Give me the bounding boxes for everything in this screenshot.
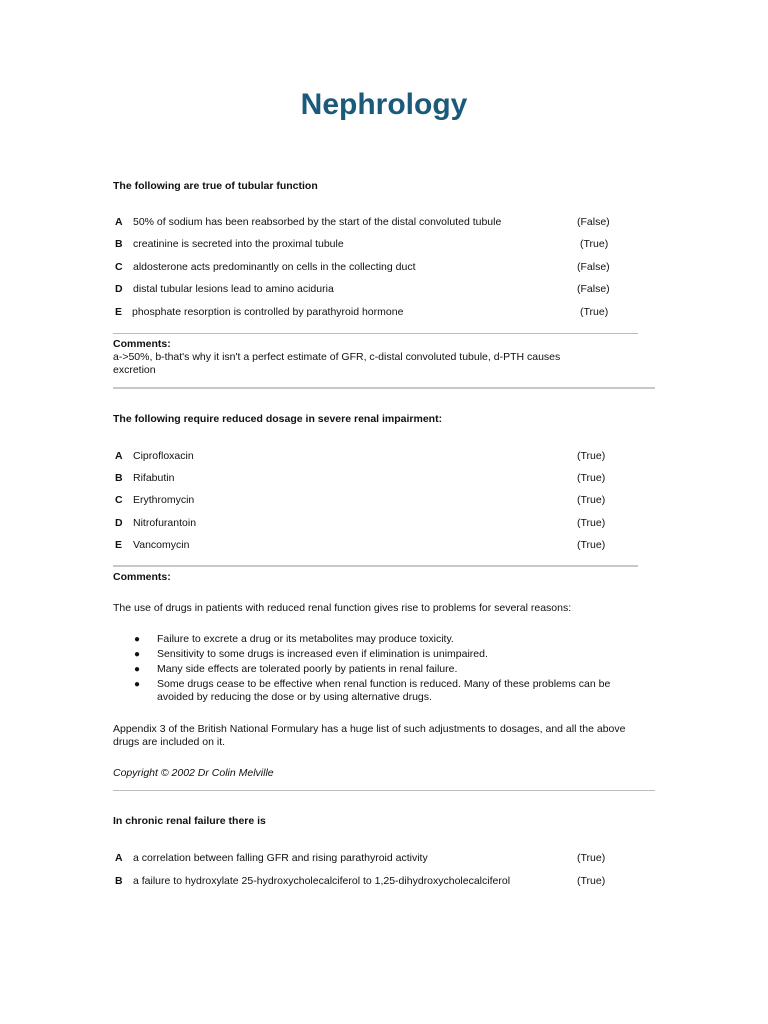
item-letter: C xyxy=(115,261,123,273)
q1-item-a xyxy=(113,216,613,232)
item-answer: (False) xyxy=(577,261,610,273)
item-text: Vancomycin xyxy=(133,539,190,551)
page-title: Nephrology xyxy=(300,88,468,121)
item-letter: E xyxy=(115,306,123,318)
question-2-heading: The following require reduced dosage in severe renal impairment: xyxy=(113,413,443,425)
item-letter: B xyxy=(115,472,123,484)
item-answer: (True) xyxy=(577,852,606,864)
bullet-text: Sensitivity to some drugs is increased even if elimination is unimpaired. xyxy=(157,648,488,660)
q1-comments xyxy=(113,338,638,377)
section-divider xyxy=(113,387,655,389)
item-text: phosphate resorption is controlled by parathyroid hormone xyxy=(132,306,404,318)
q1-item-e xyxy=(113,306,613,322)
item-answer: (False) xyxy=(577,216,610,228)
bullet-icon: ● xyxy=(134,634,141,645)
bullet-text: Some drugs cease to be effective when renal function is reduced. Many of these problems can be avoided by reducing the dose or by using alternative drugs. xyxy=(157,678,611,703)
item-letter: A xyxy=(115,852,123,864)
item-answer: (True) xyxy=(577,494,606,506)
q1-item-d xyxy=(113,283,613,299)
list-item xyxy=(113,663,638,676)
section-divider xyxy=(113,790,655,791)
item-letter: E xyxy=(115,539,123,551)
item-letter: D xyxy=(115,283,123,295)
comments-label: Comments: xyxy=(113,571,171,583)
item-answer: (True) xyxy=(580,238,609,250)
item-answer: (False) xyxy=(577,283,610,295)
item-answer: (True) xyxy=(577,875,606,887)
item-text: Rifabutin xyxy=(133,472,175,484)
item-letter: A xyxy=(115,450,123,462)
item-answer: (True) xyxy=(577,472,606,484)
item-text: Erythromycin xyxy=(133,494,195,506)
comments-text-line-1: a->50%, b-that's why it isn't a perfect estimate of GFR, c-distal convoluted tubule, d-PTH causes xyxy=(113,351,561,363)
comments-text-line-2: excretion xyxy=(113,364,156,376)
list-item xyxy=(113,633,638,646)
q2-comments-intro: The use of drugs in patients with reduced renal function gives rise to problems for several reasons: xyxy=(113,602,572,614)
item-text: 50% of sodium has been reabsorbed by the start of the distal convoluted tubule xyxy=(133,216,502,228)
q2-item-b xyxy=(113,472,613,488)
bullet-icon: ● xyxy=(134,679,141,690)
bullet-icon: ● xyxy=(134,664,141,675)
q2-item-d xyxy=(113,517,613,533)
item-answer: (True) xyxy=(577,539,606,551)
item-text: Nitrofurantoin xyxy=(133,517,197,529)
bullet-list xyxy=(113,633,638,706)
divider xyxy=(113,565,638,567)
item-letter: C xyxy=(115,494,123,506)
q3-item-b xyxy=(113,875,613,891)
item-letter: B xyxy=(115,238,123,250)
item-answer: (True) xyxy=(580,306,609,318)
item-text: distal tubular lesions lead to amino aciduria xyxy=(133,283,334,295)
item-text: a correlation between falling GFR and rising parathyroid activity xyxy=(133,852,428,864)
copyright: Copyright © 2002 Dr Colin Melville xyxy=(113,767,274,779)
q2-comments-label xyxy=(113,571,638,584)
q2-item-e xyxy=(113,539,613,555)
q1-item-c xyxy=(113,261,613,277)
item-letter: B xyxy=(115,875,123,887)
appendix-note: Appendix 3 of the British National Formulary has a huge list of such adjustments to dosages, and all the above drugs are included on it. xyxy=(113,723,626,748)
question-3-heading: In chronic renal failure there is xyxy=(113,815,266,827)
list-item xyxy=(113,648,638,661)
q1-item-b xyxy=(113,238,613,254)
item-answer: (True) xyxy=(577,517,606,529)
item-answer: (True) xyxy=(577,450,606,462)
q2-item-a xyxy=(113,450,613,466)
bullet-text: Failure to excrete a drug or its metabolites may produce toxicity. xyxy=(157,633,454,645)
divider xyxy=(113,333,638,334)
q3-item-a xyxy=(113,852,613,868)
item-letter: D xyxy=(115,517,123,529)
q2-item-c xyxy=(113,494,613,510)
item-text: aldosterone acts predominantly on cells in the collecting duct xyxy=(133,261,416,273)
item-text: a failure to hydroxylate 25-hydroxycholecalciferol to 1,25-dihydroxycholecalciferol xyxy=(133,875,511,887)
comments-label: Comments: xyxy=(113,338,171,350)
list-item xyxy=(113,678,638,704)
question-1-heading: The following are true of tubular function xyxy=(113,180,318,192)
bullet-icon: ● xyxy=(134,649,141,660)
item-letter: A xyxy=(115,216,123,228)
item-text: Ciprofloxacin xyxy=(133,450,194,462)
item-text: creatinine is secreted into the proximal tubule xyxy=(133,238,344,250)
bullet-text: Many side effects are tolerated poorly by patients in renal failure. xyxy=(157,663,458,675)
